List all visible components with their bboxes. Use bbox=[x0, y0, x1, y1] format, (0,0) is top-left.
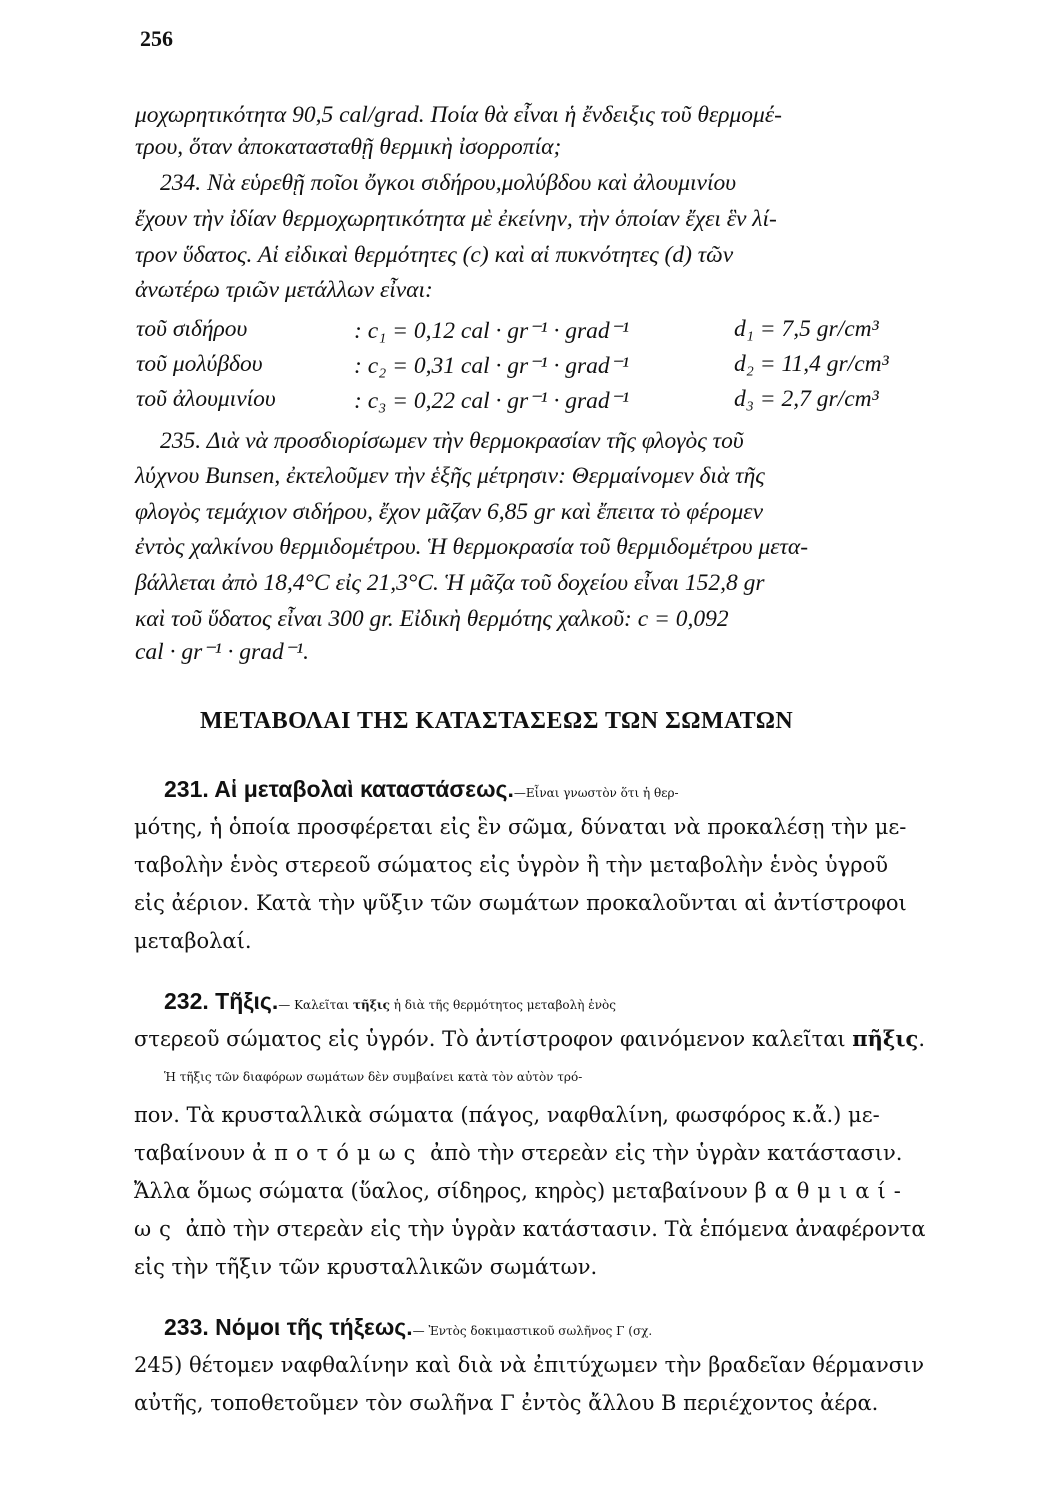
section-232-line: εἰς τὴν τῆξιν τῶν κρυσταλλικῶν σωμάτων. bbox=[134, 1255, 598, 1279]
exercise-line: ἔχουν τὴν ἰδίαν θερμοχωρητικότητα μὲ ἐκείνην, τὴν ὁποίαν ἔχει ἓν λί- bbox=[135, 206, 777, 232]
text-span: ταβαίνουν bbox=[134, 1141, 252, 1165]
metal-name: τοῦ μολύβδου bbox=[136, 351, 263, 377]
text-span: ἡ διὰ τῆς θερμότητος μεταβολὴ ἑνὸς bbox=[389, 998, 616, 1012]
density: d₂ = 11,4 gr/cm³ bbox=[734, 351, 889, 377]
spaced-term: ἀποτόμως bbox=[251, 1141, 424, 1165]
text-span: — Καλεῖται bbox=[278, 998, 353, 1012]
section-232-line: πον. Τὰ κρυσταλλικὰ σώματα (πάγος, ναφθαλίνη, φωσφόρος κ.ἄ.) με- bbox=[134, 1103, 880, 1127]
density: d₁ = 7,5 gr/cm³ bbox=[734, 316, 879, 342]
exercise-line: τρου, ὅταν ἀποκατασταθῇ θερμικὴ ἰσορροπία; bbox=[135, 134, 562, 160]
exercise-line: cal · gr⁻¹ · grad⁻¹. bbox=[135, 639, 310, 665]
exercise-line: λύχνου Bunsen, ἐκτελοῦμεν τὴν ἑξῆς μέτρησιν: Θερμαίνομεν διὰ τῆς bbox=[135, 463, 765, 489]
section-231-line: ταβολὴν ἑνὸς στερεοῦ σώματος εἰς ὑγρὸν ἢ τὴν μεταβολὴν ἑνὸς ὑγροῦ bbox=[134, 853, 888, 877]
section-232-line: Ἡ τῆξις τῶν διαφόρων σωμάτων δὲν συμβαίνει κατὰ τὸν αὐτὸν τρό- bbox=[164, 1070, 583, 1084]
table-row bbox=[136, 316, 986, 346]
section-233-line: αὐτῆς, τοποθετοῦμεν τὸν σωλῆνα Γ ἐντὸς ἄλλου Β περιέχοντος ἀέρα. bbox=[134, 1391, 879, 1415]
exercise-line: ἐντὸς χαλκίνου θερμιδομέτρου. Ἡ θερμοκρασία τοῦ θερμιδομέτρου μετα- bbox=[135, 534, 809, 560]
specific-heat: : c₂ = 0,31 cal · gr⁻¹ · grad⁻¹ bbox=[354, 353, 630, 379]
density: d₃ = 2,7 gr/cm³ bbox=[734, 386, 879, 412]
exercise-line: μοχωρητικότητα 90,5 cal/grad. Ποία θὰ εἶναι ἡ ἔνδειξις τοῦ θερμομέ- bbox=[135, 102, 782, 128]
exercise-line: τρον ὕδατος. Αἱ εἰδικαὶ θερμότητες (c) καὶ αἱ πυκνότητες (d) τῶν bbox=[135, 242, 734, 268]
section-232-line bbox=[134, 1172, 984, 1211]
section-title: 232. Τῆξις. bbox=[164, 988, 279, 1014]
text-span: ἀπὸ τὴν στερεὰν εἰς τὴν ὑγρὰν κατάστασιν. bbox=[423, 1141, 903, 1165]
term-bold: πῆξις bbox=[852, 1026, 919, 1051]
table-row bbox=[136, 351, 986, 381]
metal-name: τοῦ ἀλουμινίου bbox=[136, 386, 276, 412]
text-span: — Ἐντὸς δοκιμαστικοῦ σωλῆνος Γ (σχ. bbox=[412, 1324, 653, 1338]
section-title: 231. Αἱ μεταβολαὶ καταστάσεως. bbox=[164, 776, 514, 802]
section-231-line: μότης, ἡ ὁποία προσφέρεται εἰς ἓν σῶμα, δύναται νὰ προκαλέσῃ τὴν με- bbox=[134, 815, 907, 839]
section-title: 233. Νόμοι τῆς τήξεως. bbox=[164, 1314, 413, 1340]
text-span: —Εἶναι γνωστὸν ὅτι ἡ θερ- bbox=[513, 786, 679, 800]
section-231-line: μεταβολαί. bbox=[134, 929, 252, 953]
spaced-term: ως bbox=[134, 1217, 179, 1241]
section-232-line bbox=[134, 1020, 984, 1059]
exercise-line: φλογὸς τεμάχιον σιδήρου, ἔχον μᾶζαν 6,85 gr καὶ ἔπειτα τὸ φέρομεν bbox=[135, 499, 763, 525]
section-232-line bbox=[164, 982, 1014, 1025]
exercise-line: 235. Διὰ νὰ προσδιορίσωμεν τὴν θερμοκρασίαν τῆς φλογὸς τοῦ bbox=[160, 428, 744, 454]
exercise-line: 234. Νὰ εὑρεθῇ ποῖοι ὄγκοι σιδήρου,μολύβδου καὶ ἀλουμινίου bbox=[160, 170, 737, 196]
section-232-line bbox=[134, 1210, 984, 1249]
page-number: 256 bbox=[140, 26, 173, 51]
text-span: . bbox=[918, 1027, 926, 1051]
exercise-line: ἀνωτέρω τριῶν μετάλλων εἶναι: bbox=[135, 277, 433, 303]
section-232-line bbox=[134, 1134, 984, 1173]
chapter-title: ΜΕΤΑΒΟΛΑΙ ΤΗΣ ΚΑΤΑΣΤΑΣΕΩΣ ΤΩΝ ΣΩΜΑΤΩΝ bbox=[200, 708, 794, 734]
metal-name: τοῦ σιδήρου bbox=[136, 316, 248, 342]
spaced-term: βαθμιαί- bbox=[754, 1179, 909, 1203]
term-bold: τῆξις bbox=[352, 998, 390, 1012]
section-231-line bbox=[164, 770, 1014, 813]
specific-heat: : c₁ = 0,12 cal · gr⁻¹ · grad⁻¹ bbox=[354, 318, 630, 344]
text-span: στερεοῦ σώματος εἰς ὑγρόν. Τὸ ἀντίστροφον φαινόμενον καλεῖται bbox=[134, 1027, 853, 1051]
text-span: Ἄλλα ὅμως σώματα (ὕαλος, σίδηρος, κηρὸς) μεταβαίνουν bbox=[134, 1179, 755, 1203]
table-row bbox=[136, 386, 986, 416]
exercise-line: βάλλεται ἀπὸ 18,4°C εἰς 21,3°C. Ἡ μᾶζα τοῦ δοχείου εἶναι 152,8 gr bbox=[135, 570, 765, 596]
exercise-line: καὶ τοῦ ὕδατος εἶναι 300 gr. Εἰδικὴ θερμότης χαλκοῦ: c = 0,092 bbox=[135, 606, 729, 632]
specific-heat: : c₃ = 0,22 cal · gr⁻¹ · grad⁻¹ bbox=[354, 388, 630, 414]
section-231-line: εἰς ἀέριον. Κατὰ τὴν ψῦξιν τῶν σωμάτων προκαλοῦνται αἱ ἀντίστροφοι bbox=[134, 891, 907, 915]
section-233-line: 245) θέτομεν ναφθαλίνην καὶ διὰ νὰ ἐπιτύχωμεν τὴν βραδεῖαν θέρμανσιν bbox=[134, 1353, 925, 1377]
section-233-line bbox=[164, 1308, 1014, 1351]
text-span: ἀπὸ τὴν στερεὰν εἰς τὴν ὑγρὰν κατάστασιν. Τὰ ἑπόμενα ἀναφέροντα bbox=[178, 1217, 926, 1241]
